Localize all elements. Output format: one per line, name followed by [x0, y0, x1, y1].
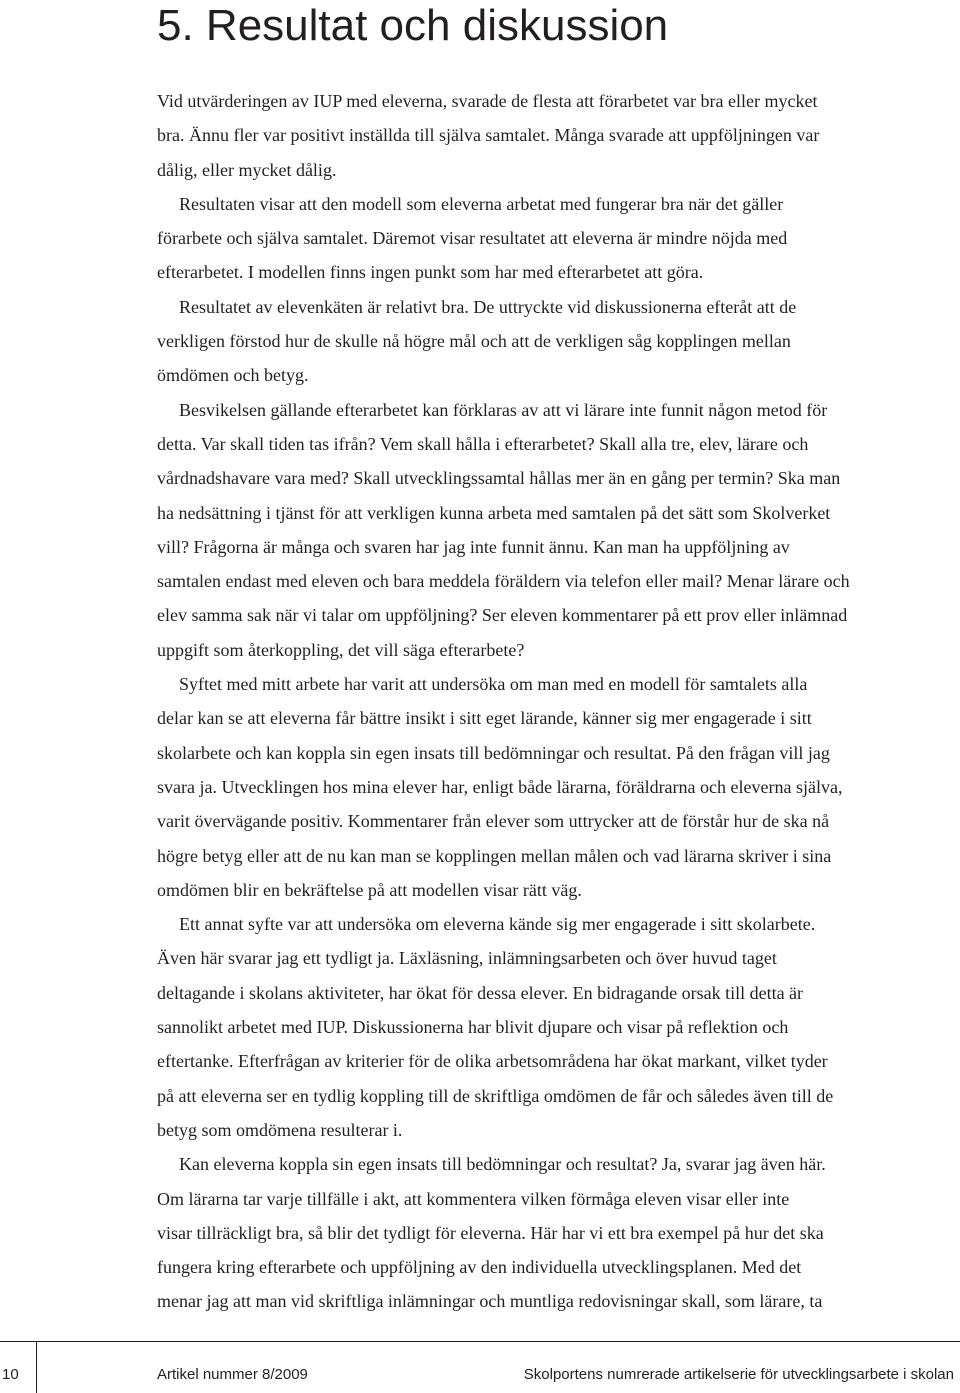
- text-line: menar jag att man vid skriftliga inlämningar och muntliga redovisningar skall, som lärare, ta: [157, 1291, 823, 1312]
- text-line: dålig, eller mycket dålig.: [157, 159, 337, 180]
- text-line: detta. Var skall tiden tas ifrån? Vem skall hålla i efterarbetet? Skall alla tre, elev, lärare och: [157, 433, 809, 454]
- text-line: på att eleverna ser en tydlig koppling till de skriftliga omdömen de får och således även till de: [157, 1085, 834, 1106]
- text-line: deltagande i skolans aktiviteter, har ökat för dessa elever. En bidragande orsak till detta är: [157, 982, 804, 1003]
- text-line: vårdnadshavare vara med? Skall utvecklingssamtal hållas mer än en gång per termin? Ska man: [157, 468, 841, 489]
- text-line: högre betyg eller att de nu kan man se kopplingen mellan målen och vad lärarna skriver i sina: [157, 845, 832, 866]
- text-line: visar tillräckligt bra, så blir det tydligt för eleverna. Här har vi ett bra exempel på hur det ska: [157, 1222, 824, 1243]
- footer-divider: [0, 1341, 960, 1342]
- text-line: elev samma sak när vi talar om uppföljning? Ser eleven kommentarer på ett prov eller inlämnad: [157, 605, 848, 626]
- body-text: [157, 84, 957, 1319]
- text-line: vill? Frågorna är många och svaren har jag inte funnit ännu. Kan man ha uppföljning av: [157, 536, 790, 557]
- footer-series-title: Skolportens numrerade artikelserie för utvecklingsarbete i skolan: [523, 1366, 954, 1383]
- text-line: sannolikt arbetet med IUP. Diskussionerna har blivit djupare och visar på reflektion och: [157, 1017, 789, 1038]
- text-line: Även här svarar jag ett tydligt ja. Läxläsning, inlämningsarbeten och över huvud taget: [157, 948, 777, 969]
- text-line: Kan eleverna koppla sin egen insats till bedömningar och resultat? Ja, svarar jag även här.: [179, 1154, 826, 1175]
- text-line: eftertanke. Efterfrågan av kriterier för de olika arbetsområdena har ökat markant, vilket tyder: [157, 1051, 828, 1072]
- text-line: Syftet med mitt arbete har varit att undersöka om man med en modell för samtalets alla: [179, 674, 808, 695]
- section-heading: 5. Resultat och diskussion: [157, 1, 669, 50]
- text-line: Vid utvärderingen av IUP med eleverna, svarade de flesta att förarbetet var bra eller mycket: [157, 91, 818, 111]
- text-line: verkligen förstod hur de skulle nå högre mål och att de verkligen såg kopplingen mellan: [157, 331, 791, 352]
- footer-issue: Artikel nummer 8/2009: [157, 1366, 308, 1383]
- text-line: ömdömen och betyg.: [157, 365, 309, 386]
- text-line: bra. Ännu fler var positivt inställda till själva samtalet. Många svarade att uppföljningen var: [157, 125, 820, 146]
- text-line: Besvikelsen gällande efterarbetet kan förklaras av att vi lärare inte funnit någon metod för: [179, 399, 828, 420]
- page-number-divider: [36, 1341, 37, 1393]
- text-line: samtalen endast med eleven och bara meddela föräldern via telefon eller mail? Menar lärare och: [157, 571, 850, 592]
- text-line: fungera kring efterarbete och uppföljning av den individuella utvecklingsplanen. Med det: [157, 1257, 802, 1278]
- text-line: delar kan se att eleverna får bättre insikt i sitt eget lärande, känner sig mer engagerade i sitt: [157, 708, 812, 729]
- text-line: Resultaten visar att den modell som eleverna arbetat med fungerar bra när det gäller: [179, 193, 784, 214]
- text-line: omdömen blir en bekräftelse på att modellen visar rätt väg.: [157, 879, 582, 900]
- text-line: efterarbetet. I modellen finns ingen punkt som har med efterarbetet att göra.: [157, 262, 704, 283]
- page-number: 10: [2, 1366, 19, 1383]
- text-line: betyg som omdömena resulterar i.: [157, 1119, 403, 1140]
- text-line: ha nedsättning i tjänst för att verkligen kunna arbeta med samtalen på det sätt som Skolverket: [157, 502, 831, 523]
- text-line: Ett annat syfte var att undersöka om eleverna kände sig mer engagerade i sitt skolarbete.: [179, 914, 816, 935]
- text-line: förarbete och själva samtalet. Däremot visar resultatet att eleverna är mindre nöjda med: [157, 228, 788, 249]
- text-line: skolarbete och kan koppla sin egen insats till bedömningar och resultat. På den frågan vill jag: [157, 742, 830, 763]
- text-line: uppgift som återkoppling, det vill säga efterarbete?: [157, 639, 525, 660]
- text-line: Resultatet av elevenkäten är relativt bra. De uttryckte vid diskussionerna efteråt att de: [179, 296, 797, 317]
- text-line: Om lärarna tar varje tillfälle i akt, att kommentera vilken förmåga eleven visar eller inte: [157, 1188, 790, 1209]
- text-line: varit övervägande positiv. Kommentarer från elever som uttrycker att de förstår hur de ska nå: [157, 811, 830, 832]
- text-line: svara ja. Utvecklingen hos mina elever har, enligt både lärarna, föräldrarna och eleverna själva,: [157, 776, 843, 797]
